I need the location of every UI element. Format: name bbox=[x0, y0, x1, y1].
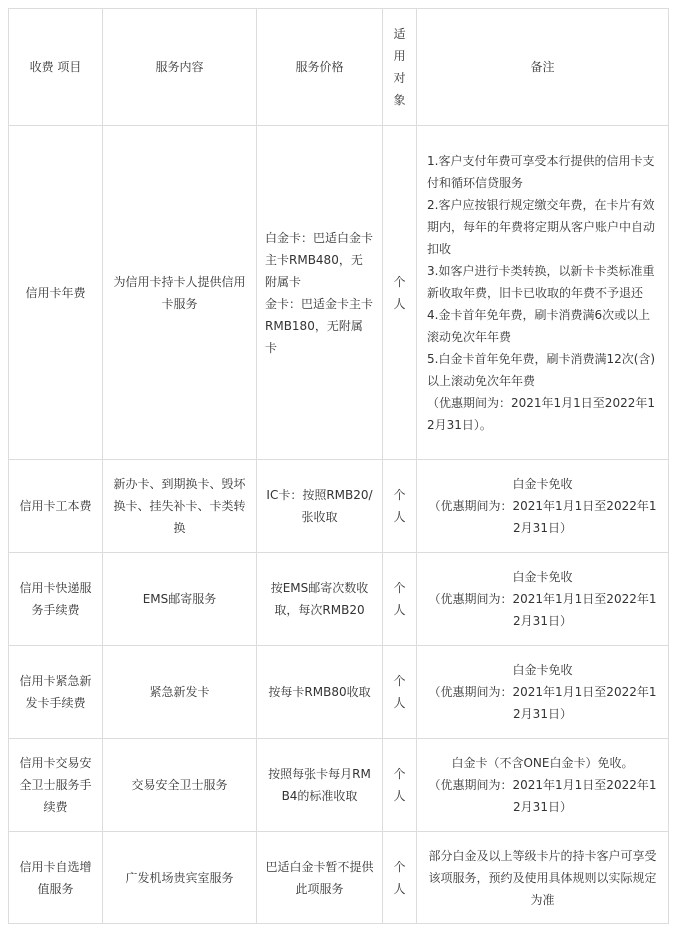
header-content: 服务内容 bbox=[103, 9, 257, 126]
cell-target: 个人 bbox=[383, 646, 417, 739]
cell-item: 信用卡快递服务手续费 bbox=[9, 553, 103, 646]
table-row bbox=[9, 460, 669, 553]
cell-content: 新办卡、到期换卡、毁坏换卡、挂失补卡、卡类转换 bbox=[103, 460, 257, 553]
header-note: 备注 bbox=[417, 9, 669, 126]
cell-price: 按照每张卡每月RMB4的标准收取 bbox=[257, 739, 383, 832]
cell-item: 信用卡工本费 bbox=[9, 460, 103, 553]
header-row bbox=[9, 9, 669, 126]
table-row bbox=[9, 126, 669, 460]
cell-content: 交易安全卫士服务 bbox=[103, 739, 257, 832]
table-row bbox=[9, 646, 669, 739]
cell-target: 个人 bbox=[383, 739, 417, 832]
cell-content: 紧急新发卡 bbox=[103, 646, 257, 739]
header-item: 收费 项目 bbox=[9, 9, 103, 126]
cell-content: 广发机场贵宾室服务 bbox=[103, 832, 257, 924]
cell-price: 巴适白金卡暂不提供此项服务 bbox=[257, 832, 383, 924]
cell-item: 信用卡紧急新发卡手续费 bbox=[9, 646, 103, 739]
cell-note: 部分白金及以上等级卡片的持卡客户可享受该项服务，预约及使用具体规则以实际规定为准 bbox=[417, 832, 669, 924]
cell-target: 个人 bbox=[383, 553, 417, 646]
cell-price: 按EMS邮寄次数收取，每次RMB20 bbox=[257, 553, 383, 646]
cell-content: 为信用卡持卡人提供信用卡服务 bbox=[103, 126, 257, 460]
cell-price: 按每卡RMB80收取 bbox=[257, 646, 383, 739]
cell-item: 信用卡年费 bbox=[9, 126, 103, 460]
table-row bbox=[9, 553, 669, 646]
cell-note: 白金卡免收 （优惠期间为：2021年1月1日至2022年12月31日） bbox=[417, 553, 669, 646]
cell-target: 个人 bbox=[383, 832, 417, 924]
cell-item: 信用卡自选增值服务 bbox=[9, 832, 103, 924]
cell-note: 1.客户支付年费可享受本行提供的信用卡支付和循环信贷服务 2.客户应按银行规定缴交年费，在卡片有效期内，每年的年费将定期从客户账户中自动扣收 3.如客户进行卡类转换，以新卡卡类标准重新收取年费，旧卡已收取的年费不予退还 4.金卡首年免年费，刷卡消费满6次或以上滚动免次年年费 5.白金卡首年免年费，刷卡消费满12次(含)以上滚动免次年年费 （优惠期间为：2021年1月1日至2022年12月31日）。 bbox=[417, 126, 669, 460]
cell-note: 白金卡（不含ONE白金卡）免收。 （优惠期间为：2021年1月1日至2022年12月31日） bbox=[417, 739, 669, 832]
fee-table bbox=[8, 8, 669, 924]
cell-price: 白金卡：巴适白金卡主卡RMB480，无附属卡 金卡：巴适金卡主卡RMB180，无附属卡 bbox=[257, 126, 383, 460]
cell-item: 信用卡交易安全卫士服务手续费 bbox=[9, 739, 103, 832]
header-price: 服务价格 bbox=[257, 9, 383, 126]
cell-content: EMS邮寄服务 bbox=[103, 553, 257, 646]
table-row bbox=[9, 739, 669, 832]
cell-target: 个人 bbox=[383, 126, 417, 460]
cell-price: IC卡：按照RMB20/张收取 bbox=[257, 460, 383, 553]
header-target: 适用对象 bbox=[383, 9, 417, 126]
cell-note: 白金卡免收 （优惠期间为：2021年1月1日至2022年12月31日） bbox=[417, 460, 669, 553]
table-row bbox=[9, 832, 669, 924]
cell-note: 白金卡免收 （优惠期间为：2021年1月1日至2022年12月31日） bbox=[417, 646, 669, 739]
cell-target: 个人 bbox=[383, 460, 417, 553]
